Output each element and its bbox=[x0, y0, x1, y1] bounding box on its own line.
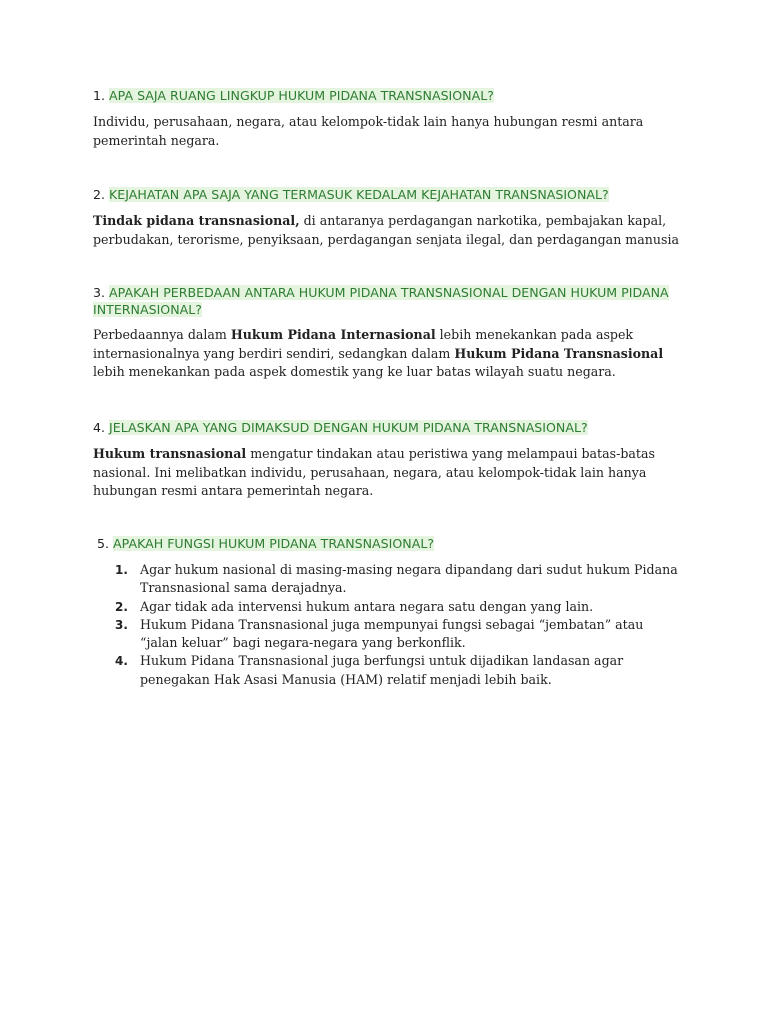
list-item-number: 3. bbox=[115, 617, 128, 632]
answer-bold-term: Hukum Pidana Internasional bbox=[230, 327, 436, 342]
answer-bold-term: Hukum transnasional bbox=[93, 446, 247, 461]
answer-2 bbox=[93, 212, 683, 249]
list-item-text: Agar tidak ada intervensi hukum antara negara satu dengan yang lain. bbox=[140, 598, 594, 614]
answer-text: Individu, perusahaan, negara, atau kelompok-tidak lain hanya hubungan resmi antara pemerintah negara. bbox=[93, 114, 644, 148]
list-item bbox=[112, 652, 682, 689]
question-text: APAKAH PERBEDAAN ANTARA HUKUM PIDANA TRANSNASIONAL DENGAN HUKUM PIDANA INTERNASIONAL? bbox=[93, 285, 669, 317]
question-text: APAKAH FUNGSI HUKUM PIDANA TRANSNASIONAL? bbox=[113, 536, 435, 551]
answer-text: lebih menekankan pada aspek internasionalnya yang berdiri sendiri, sedangkan dalam bbox=[93, 327, 634, 361]
list-item bbox=[112, 598, 682, 616]
question-text: APA SAJA RUANG LINGKUP HUKUM PIDANA TRANSNASIONAL? bbox=[109, 88, 494, 103]
question-number: 3. bbox=[93, 285, 106, 300]
answer-bold-term: Tindak pidana transnasional, bbox=[93, 213, 300, 228]
question-1 bbox=[93, 87, 683, 104]
question-4 bbox=[93, 419, 683, 436]
list-item-number: 4. bbox=[115, 654, 128, 669]
question-number: 1. bbox=[93, 88, 106, 103]
list-item bbox=[112, 561, 682, 598]
functions-list bbox=[112, 561, 682, 689]
question-3 bbox=[93, 284, 683, 318]
question-text: JELASKAN APA YANG DIMAKSUD DENGAN HUKUM PIDANA TRANSNASIONAL? bbox=[109, 420, 588, 435]
answer-bold-term: Hukum Pidana Transnasional bbox=[454, 345, 664, 361]
answer-1 bbox=[93, 113, 683, 150]
answer-text: mengatur tindakan atau peristiwa yang melampaui batas-batas nasional. Ini melibatkan individu, perusahaan, negara, atau kelompok-tidak lain hanya hubungan resmi antara pemerintah negara. bbox=[93, 446, 655, 498]
answer-text: Perbedaannya dalam bbox=[93, 327, 231, 342]
question-number: 5. bbox=[97, 536, 110, 551]
answer-text: di antaranya perdagangan narkotika, pembajakan kapal, perbudakan, terorisme, penyiksaan, perdagangan senjata ilegal, dan perdagangan manusia bbox=[93, 213, 679, 247]
question-number: 2. bbox=[93, 187, 106, 202]
list-item bbox=[112, 616, 682, 653]
answer-3 bbox=[93, 326, 683, 382]
list-item-number: 1. bbox=[115, 563, 128, 577]
question-5 bbox=[97, 535, 687, 552]
answer-4 bbox=[93, 445, 683, 501]
list-item-text: Agar hukum nasional di masing-masing negara dipandang dari sudut hukum Pidana Transnasional sama derajadnya. bbox=[140, 562, 678, 596]
question-text: KEJAHATAN APA SAJA YANG TERMASUK KEDALAM KEJAHATAN TRANSNASIONAL? bbox=[109, 187, 609, 202]
answer-text: lebih menekankan pada aspek domestik yang ke luar batas wilayah suatu negara. bbox=[93, 364, 616, 379]
question-2 bbox=[93, 186, 683, 203]
list-item-text: Hukum Pidana Transnasional juga mempunyai fungsi sebagai “jembatan” atau “jalan keluar” bagi negara-negara yang berkonflik. bbox=[140, 616, 644, 651]
list-item-text: Hukum Pidana Transnasional juga berfungsi untuk dijadikan landasan agar penegakan Hak Asasi Manusia (HAM) relatif menjadi lebih baik. bbox=[140, 653, 624, 687]
list-item-number: 2. bbox=[115, 599, 128, 614]
question-number: 4. bbox=[93, 420, 106, 435]
